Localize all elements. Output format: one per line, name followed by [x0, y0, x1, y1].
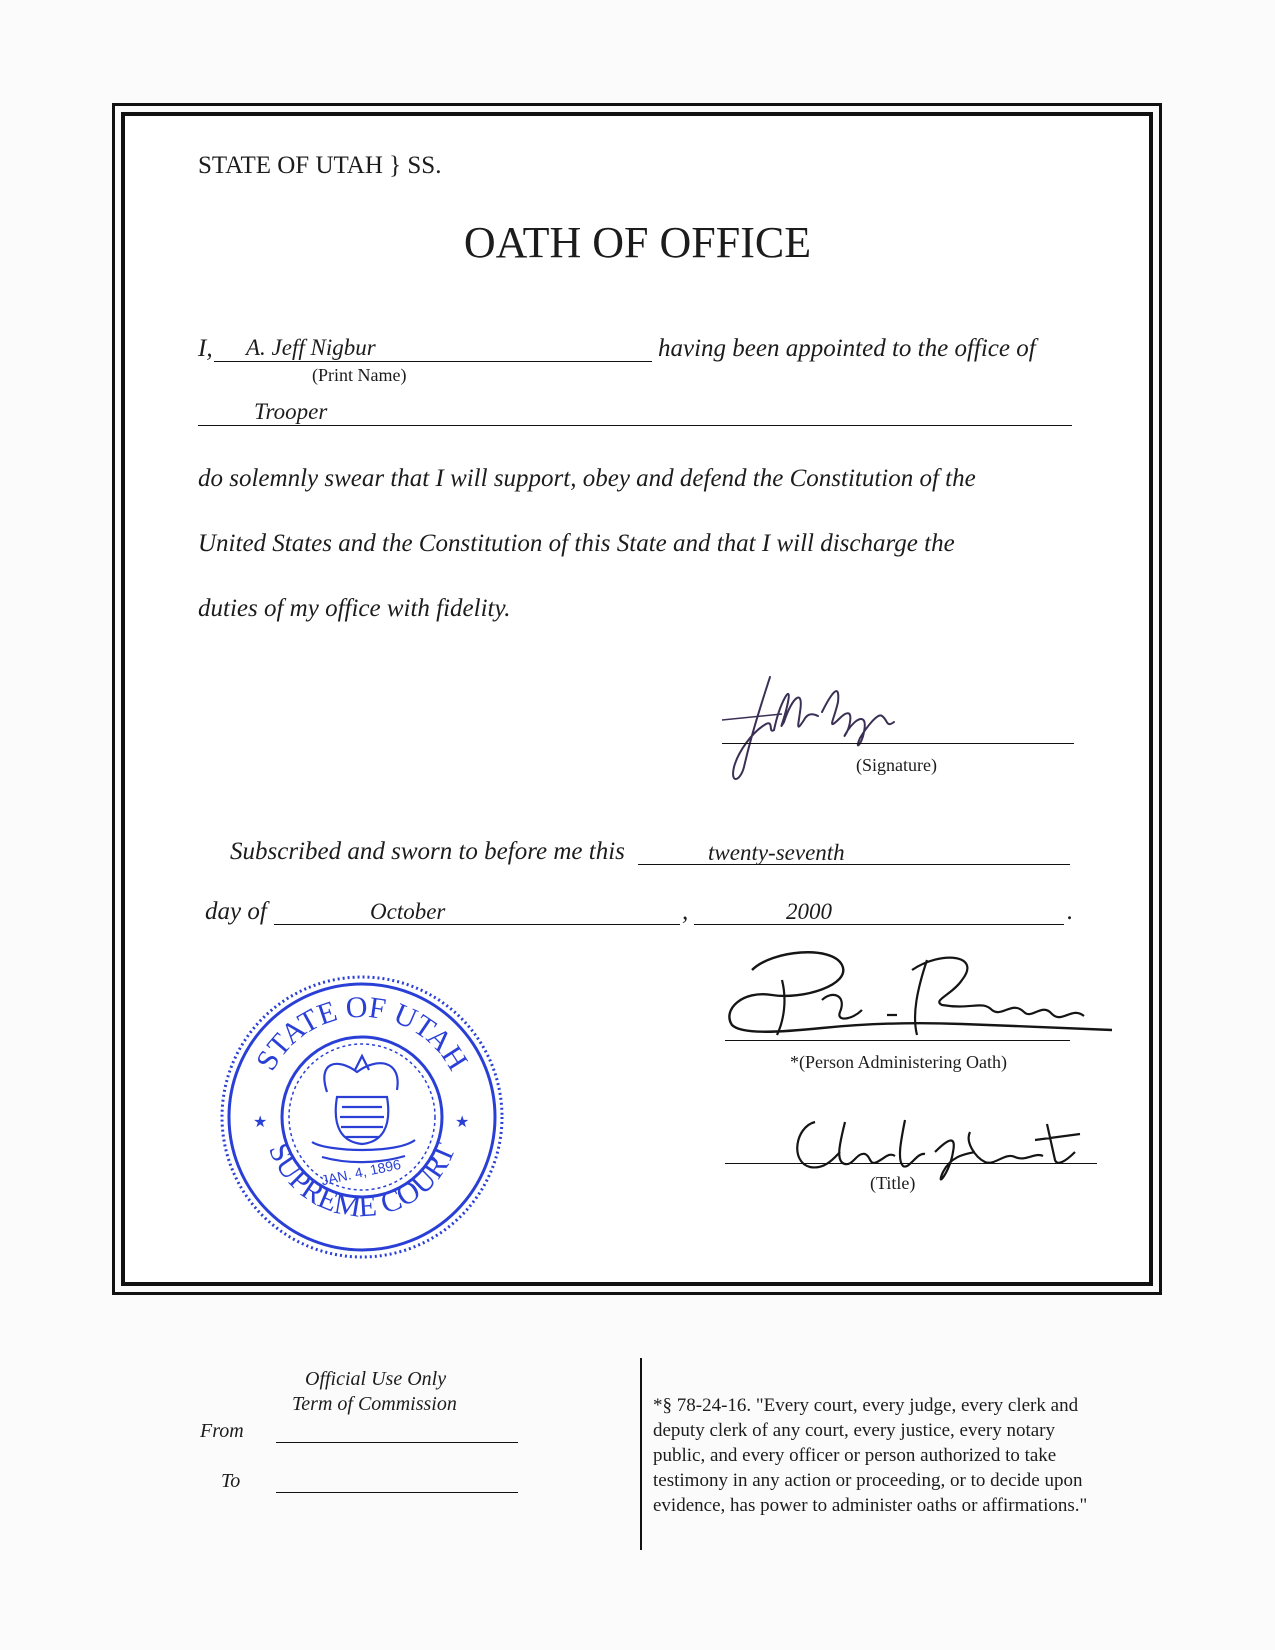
day-line: [638, 864, 1070, 865]
seal-star-right: ★: [455, 1114, 470, 1131]
statute-line-3: public, and every officer or person authorized to take: [653, 1445, 1057, 1466]
title-caption: (Title): [870, 1173, 916, 1193]
official-use-heading: Official Use Only: [305, 1368, 447, 1390]
footer-divider: [640, 1358, 642, 1550]
state-line: STATE OF UTAH } SS.: [198, 152, 442, 179]
oath-body-line-3: duties of my office with fidelity.: [198, 595, 511, 622]
title-signature: [785, 1112, 1085, 1192]
seal-top-text: STATE OF UTAH: [249, 990, 475, 1077]
name-line: [214, 361, 652, 362]
statute-line-2: deputy clerk of any court, every justice, every notary: [653, 1420, 1056, 1441]
office-value: Trooper: [254, 399, 328, 424]
year-line: [694, 924, 1064, 925]
month-line: [274, 924, 680, 925]
year-value: 2000: [786, 899, 832, 924]
from-label: From: [200, 1420, 244, 1442]
signature-line: [722, 743, 1074, 744]
oath-body-line-1: do solemnly swear that I will support, obey and defend the Constitution of the: [198, 465, 976, 492]
seal-date-text: JAN. 4, 1896: [319, 1155, 403, 1189]
title-line: [725, 1163, 1097, 1164]
month-value: October: [370, 899, 446, 924]
oath-body-line-2: United States and the Constitution of this State and that I will discharge the: [198, 530, 955, 557]
day-of-label: day of: [205, 898, 267, 925]
administrator-signature: [712, 940, 1122, 1050]
administrator-line: [725, 1040, 1070, 1041]
sworn-text: Subscribed and sworn to before me this: [230, 838, 625, 865]
to-line: [276, 1492, 518, 1493]
document-title: OATH OF OFFICE: [463, 218, 812, 267]
date-period: .: [1067, 898, 1074, 925]
day-value: twenty-seventh: [708, 840, 845, 865]
supreme-court-seal: [217, 972, 507, 1262]
office-line: [198, 425, 1072, 426]
from-line: [276, 1442, 518, 1443]
print-name-caption: (Print Name): [312, 365, 407, 385]
date-comma: ,: [682, 898, 689, 925]
oath-prefix: I,: [198, 335, 213, 362]
seal-bottom-text: SUPREME COURT: [262, 1138, 463, 1224]
term-of-commission-heading: Term of Commission: [292, 1393, 457, 1415]
seal-star-left: ★: [253, 1114, 268, 1131]
statute-line-5: evidence, has power to administer oaths or affirmations.": [653, 1495, 1088, 1516]
appointed-text: having been appointed to the office of: [658, 335, 1036, 362]
administrator-caption: *(Person Administering Oath): [790, 1052, 1007, 1072]
statute-line-1: *§ 78-24-16. "Every court, every judge, every clerk and: [653, 1395, 1079, 1416]
statute-line-4: testimony in any action or proceeding, or to decide upon: [653, 1470, 1083, 1491]
print-name-value: A. Jeff Nigbur: [246, 335, 376, 360]
signature-caption: (Signature): [856, 755, 937, 775]
to-label: To: [221, 1470, 241, 1492]
